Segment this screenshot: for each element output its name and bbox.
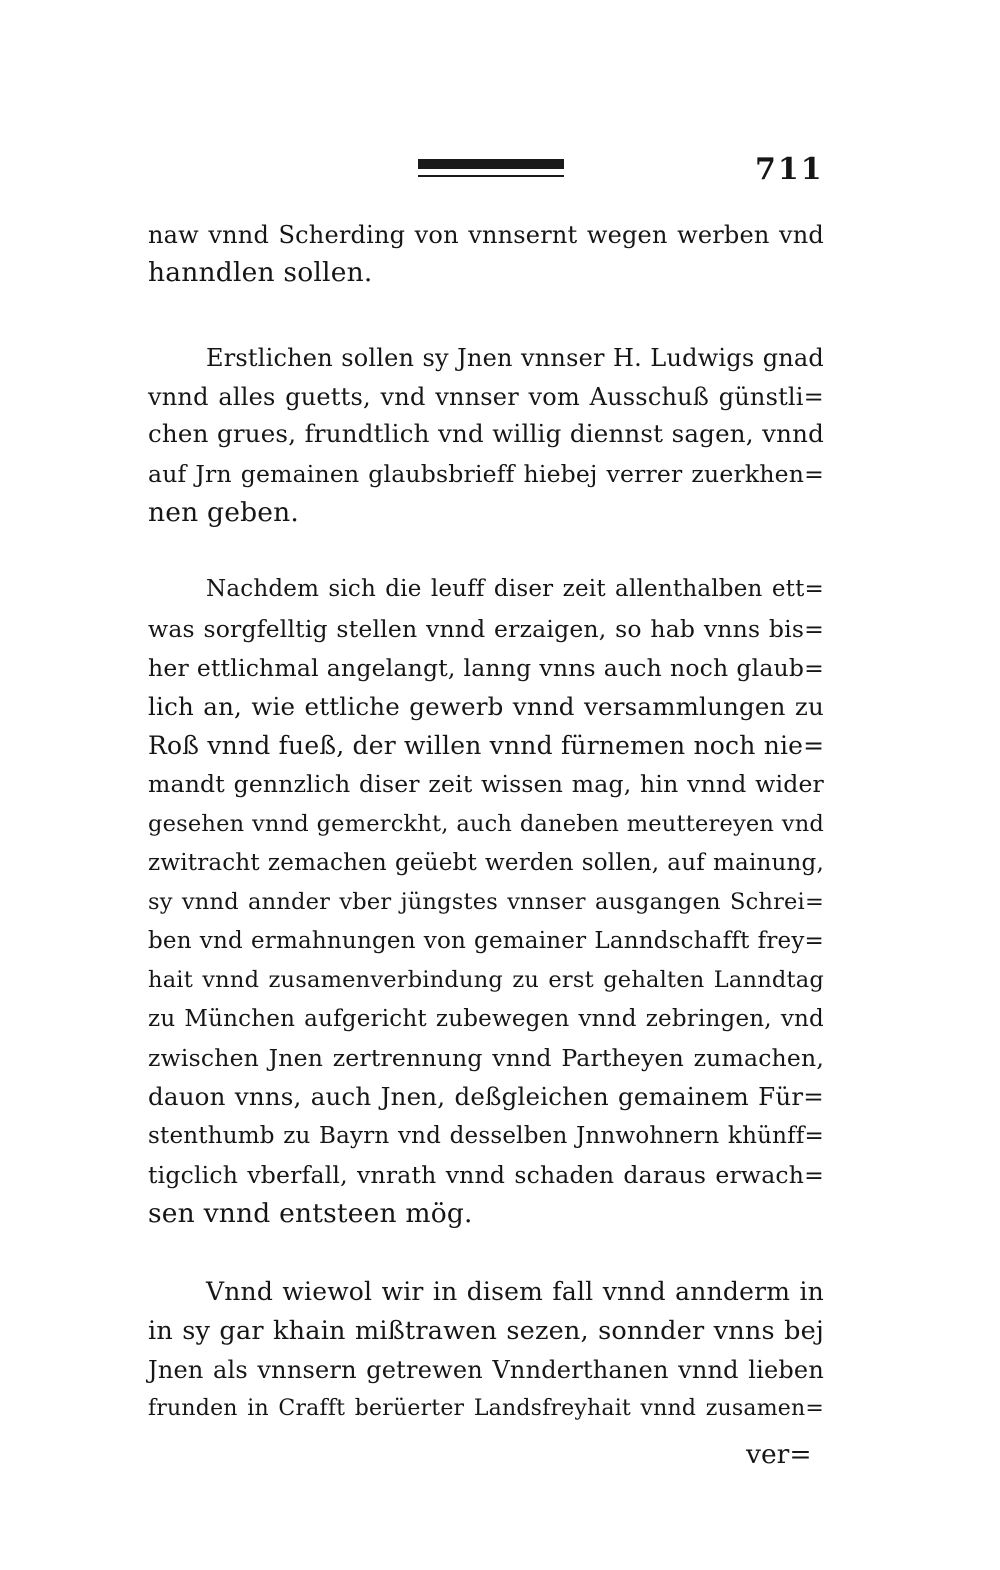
text-line: stenthumb zu Bayrn vnd desselben Jnnwohnern khünff=	[148, 1123, 824, 1149]
text-line: dauon vnns, auch Jnen, deßgleichen gemainem Für=	[148, 1082, 824, 1111]
text-line: zu München aufgericht zubewegen vnnd zebringen, vnd	[148, 1006, 824, 1032]
text-line: sen vnnd entsteen mög.	[148, 1198, 473, 1229]
page-number: 711	[755, 152, 824, 187]
text-line: nen geben.	[148, 497, 300, 528]
text-line: vnnd alles guetts, vnd vnnser vom Ausschuß günstli=	[148, 383, 824, 411]
text-line: Nachdem sich die leuff diser zeit allenthalben ett=	[206, 576, 824, 602]
text-line: zwitracht zemachen geüebt werden sollen, auf mainung,	[148, 850, 824, 876]
header-rule-thin	[418, 175, 564, 177]
text-line: Erstlichen sollen sy Jnen vnnser H. Ludwigs gnad	[206, 344, 824, 372]
text-line: auf Jrn gemainen glaubsbrieff hiebej verrer zuerkhen=	[148, 460, 824, 488]
text-line: naw vnnd Scherding von vnnsernt wegen werben vnd	[148, 221, 824, 249]
text-line: in sy gar khain mißtrawen sezen, sonnder vnns bej	[148, 1316, 824, 1346]
text-line: Vnnd wiewol wir in disem fall vnnd annderm in	[206, 1277, 824, 1306]
text-line: zwischen Jnen zertrennung vnnd Partheyen zumachen,	[148, 1044, 824, 1072]
header-rule-thick	[418, 159, 564, 169]
text-line: tigclich vberfall, vnrath vnnd schaden daraus erwach=	[148, 1161, 824, 1189]
text-line: mandt gennzlich diser zeit wissen mag, hin vnnd wider	[148, 770, 824, 798]
text-line: hait vnnd zusamenverbindung zu erst gehalten Lanndtag	[148, 967, 824, 993]
text-line: hanndlen sollen.	[148, 257, 373, 288]
text-line: chen grues, frundtlich vnd willig diennst sagen, vnnd	[148, 419, 824, 448]
text-line: lich an, wie ettliche gewerb vnnd versammlungen zu	[148, 692, 824, 721]
text-line: sy vnnd annder vber jüngstes vnnser ausgangen Schrei=	[148, 889, 824, 915]
text-line: frunden in Crafft berüerter Landsfreyhait vnnd zusamen=	[148, 1396, 824, 1421]
text-line: ben vnd ermahnungen von gemainer Lanndschafft frey=	[148, 928, 824, 954]
catchword: ver=	[746, 1439, 812, 1470]
text-line: gesehen vnnd gemerckht, auch daneben meuttereyen vnd	[148, 811, 824, 837]
text-line: her ettlichmal angelangt, lanng vnns auch noch glaub=	[148, 654, 824, 682]
text-line: was sorgfelltig stellen vnnd erzaigen, so hab vnns bis=	[148, 615, 824, 643]
text-line: Jnen als vnnsern getrewen Vnnderthanen vnnd lieben	[148, 1356, 824, 1384]
text-line: Roß vnnd fueß, der willen vnnd fürnemen noch nie=	[148, 731, 825, 760]
